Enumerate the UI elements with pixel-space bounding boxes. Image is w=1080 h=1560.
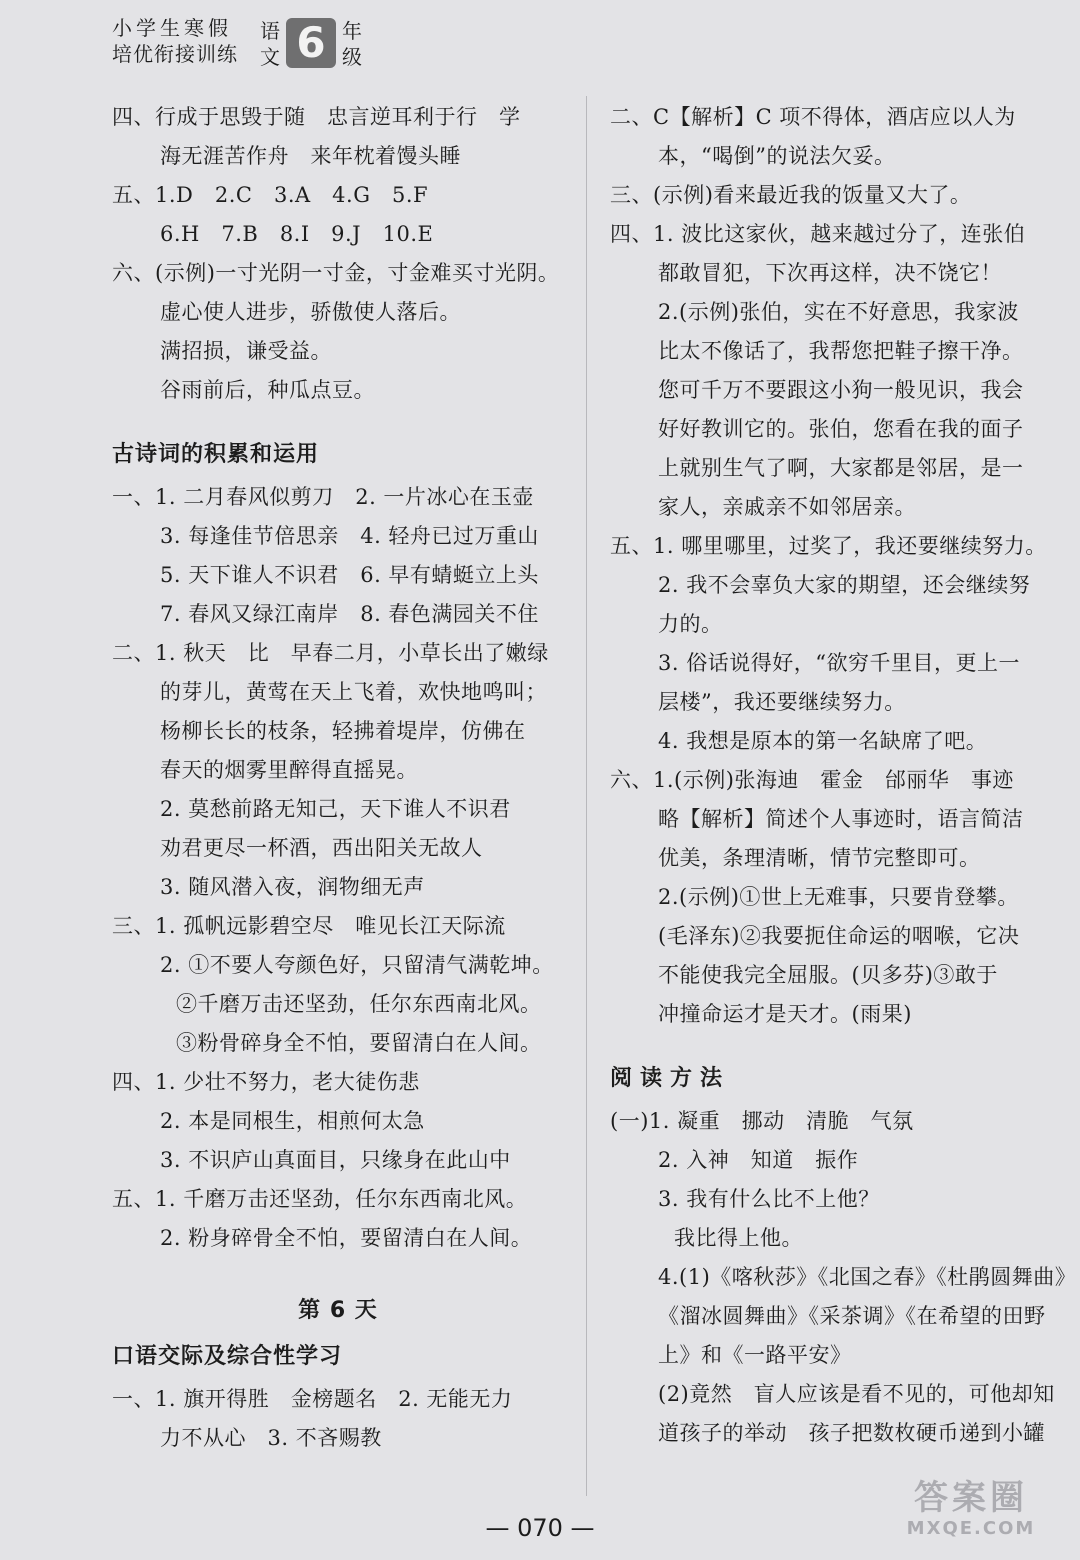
book-header: [112, 16, 372, 72]
answer-line: 六、1.(示例)张海迪 霍金 邰丽华 事迹: [610, 768, 1014, 792]
answer-line: 4. 我想是原本的第一名缺席了吧。: [658, 729, 988, 753]
grade-char-1: 年: [342, 19, 362, 43]
answer-line: 3. 我有什么比不上他？: [658, 1187, 880, 1211]
right-column: [610, 98, 1077, 1453]
answer-line: 冲撞命运才是天才。(雨果): [658, 1002, 912, 1026]
column-divider: [586, 96, 587, 1496]
subject-label: [258, 18, 282, 70]
answer-line: ③粉骨碎身全不怕，要留清白在人间。: [176, 1031, 542, 1055]
answer-line: 比太不像话了，我帮您把鞋子擦干净。: [658, 339, 1024, 363]
section-spacer: [112, 410, 564, 432]
answer-line: 二、1. 秋天 比 早春二月，小草长出了嫩绿: [112, 641, 549, 665]
answer-line: 优美，条理清晰，情节完整即可。: [658, 846, 981, 870]
section-spacer: [112, 1258, 564, 1280]
answer-line: (一)1. 凝重 挪动 清脆 气氛: [610, 1109, 914, 1133]
answer-line: 2. ①不要人夸颜色好，只留清气满乾坤。: [160, 953, 554, 977]
brand-line-2: 培优衔接训练: [112, 42, 238, 66]
answer-line: 本，“喝倒”的说法欠妥。: [658, 144, 896, 168]
answer-line: 3. 随风潜入夜，润物细无声: [160, 875, 425, 899]
answer-line: 2. 本是同根生，相煎何太急: [160, 1109, 425, 1133]
answer-line: 二、C【解析】C 项不得体，酒店应以人为: [610, 105, 1016, 129]
left-column: [112, 98, 564, 1458]
answer-line: 四、行成于思毁于随 忠言逆耳利于行 学: [112, 105, 521, 129]
answer-line: 2. 粉身碎骨全不怕，要留清白在人间。: [160, 1226, 533, 1250]
section-spacer: [610, 1034, 1058, 1056]
answer-line: 虚心使人进步，骄傲使人落后。: [160, 300, 461, 324]
answer-line: 我比得上他。: [674, 1226, 803, 1250]
answer-line: 五、1.D 2.C 3.A 4.G 5.F: [112, 183, 429, 207]
book-brand: [112, 16, 254, 68]
answer-line: 的芽儿，黄莺在天上飞着，欢快地鸣叫；: [160, 680, 547, 704]
answer-line: 2.(示例)①世上无难事，只要肯登攀。: [658, 885, 1019, 909]
section-heading: 口语交际及综合性学习: [112, 1344, 343, 1369]
subject-char-2: 文: [260, 45, 280, 69]
answer-line: 五、1. 千磨万击还坚劲，任尔东西南北风。: [112, 1187, 528, 1211]
answer-line: 层楼”，我还要继续努力。: [658, 690, 906, 714]
answer-line: 3. 每逢佳节倍思亲 4. 轻舟已过万重山: [160, 524, 539, 548]
answer-line: 四、1. 少壮不努力，老大徒伤悲: [112, 1070, 420, 1094]
answer-line: 满招损，谦受益。: [160, 339, 332, 363]
answer-line: 道孩子的举动 孩子把数枚硬币递到小罐: [658, 1421, 1045, 1445]
answer-line: 《溜冰圆舞曲》《采茶调》《在希望的田野: [658, 1304, 1046, 1328]
section-heading: 古诗词的积累和运用: [112, 442, 320, 467]
answer-line: 一、1. 旗开得胜 金榜题名 2. 无能无力: [112, 1387, 513, 1411]
answer-line: 海无涯苦作舟 来年枕着馒头睡: [160, 144, 461, 168]
answer-line: 不能使我完全屈服。(贝多芬)③敢于: [658, 963, 998, 987]
watermark-main-text: 答案圈: [914, 1478, 1028, 1518]
answer-line: 五、1. 哪里哪里，过奖了，我还要继续努力。: [610, 534, 1047, 558]
grade-number-badge: 6: [286, 18, 336, 68]
answer-line: 一、1. 二月春风似剪刀 2. 一片冰心在玉壶: [112, 485, 534, 509]
answer-line: 家人，亲戚亲不如邻居亲。: [658, 495, 916, 519]
answer-line: 2. 我不会辜负大家的期望，还会继续努: [658, 573, 1031, 597]
answer-line: 劝君更尽一杯酒，西出阳关无故人: [160, 836, 483, 860]
answer-line: 2. 莫愁前路无知己，天下谁人不识君: [160, 797, 511, 821]
answer-line: 三、1. 孤帆远影碧空尽 唯见长江天际流: [112, 914, 506, 938]
answer-line: 5. 天下谁人不识君 6. 早有蜻蜓立上头: [160, 563, 539, 587]
answer-line: 好好教训它的。张伯，您看在我的面子: [658, 417, 1024, 441]
answer-line: 谷雨前后，种瓜点豆。: [160, 378, 375, 402]
watermark-logo: [886, 1478, 1056, 1540]
section-heading: 第 6 天: [298, 1298, 378, 1323]
answer-line: 3. 不识庐山真面目，只缘身在此山中: [160, 1148, 511, 1172]
page-number: — 070 —: [485, 1514, 595, 1542]
subject-char-1: 语: [260, 19, 280, 43]
answer-line: 都敢冒犯，下次再这样，决不饶它！: [658, 261, 1002, 285]
answer-line: 力的。: [658, 612, 723, 636]
answer-line: (2)竟然 盲人应该是看不见的，可他却知: [658, 1382, 1055, 1406]
answer-line: 2. 入神 知道 振作: [658, 1148, 859, 1172]
answer-line: 杨柳长长的枝条，轻拂着堤岸，仿佛在: [160, 719, 526, 743]
answer-line: 四、1. 波比这家伙，越来越过分了，连张伯: [610, 222, 1026, 246]
section-heading: 阅读方法: [610, 1066, 731, 1091]
answer-line: 力不从心 3. 不吝赐教: [160, 1426, 382, 1450]
answer-line: 3. 俗话说得好，“欲穷千里目，更上一: [658, 651, 1020, 675]
answer-line: 略【解析】简述个人事迹时，语言简洁: [658, 807, 1024, 831]
answer-line: 您可千万不要跟这小狗一般见识，我会: [658, 378, 1024, 402]
answer-line: 三、(示例)看来最近我的饭量又大了。: [610, 183, 972, 207]
answer-line: ②千磨万击还坚劲，任尔东西南北风。: [176, 992, 542, 1016]
brand-line-1: 小学生寒假: [112, 16, 232, 40]
answer-line: 春天的烟雾里醉得直摇晃。: [160, 758, 418, 782]
answer-line: 2.(示例)张伯，实在不好意思，我家波: [658, 300, 1019, 324]
answer-line: 6.H 7.B 8.I 9.J 10.E: [160, 222, 434, 246]
watermark-url-text: MXQE.COM: [906, 1518, 1036, 1539]
answer-line: (毛泽东)②我要扼住命运的咽喉，它决: [658, 924, 1020, 948]
grade-char-2: 级: [342, 45, 362, 69]
grade-label: [340, 18, 364, 70]
answer-line: 上》和《一路平安》: [658, 1343, 852, 1367]
answer-line: 4.(1)《喀秋莎》《北国之春》《杜鹃圆舞曲》: [658, 1265, 1077, 1289]
answer-line: 上就别生气了啊，大家都是邻居，是一: [658, 456, 1024, 480]
answer-line: 7. 春风又绿江南岸 8. 春色满园关不住: [160, 602, 539, 626]
answer-line: 六、(示例)一寸光阴一寸金，寸金难买寸光阴。: [112, 261, 560, 285]
